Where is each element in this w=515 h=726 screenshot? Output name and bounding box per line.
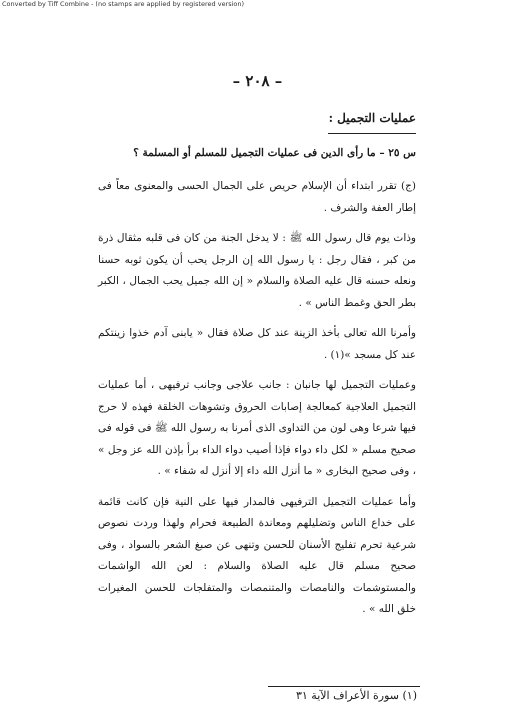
paragraph-cosmetic-surgery: وأما عمليات التجميل الترفيهى فالمدار فيها على النية فإن كانت قائمة على خداع الناس وتضليلهم ومعاندة الطبيعة فحرام ولهذا وردت نصوص شرعية تحرم تفليج الأسنان للحسن وتنهى عن صبغ الشعر بالسواد ، وفى صحيح مسلم قال عليه الصلاة والسلام : لعن الله الواشمات والمستوشمات والنامصات والمتنمصات والمتفلجات للحسن المغيرات خلق الله » . bbox=[98, 495, 416, 615]
section-heading: عمليات التجميل : bbox=[328, 111, 416, 125]
paragraph-adornment-verse: وأمرنا الله تعالى بأخذ الزينة عند كل صلاة فقال « يابنى آدم خذوا زينتكم عند كل مسجد »(١) . bbox=[98, 327, 416, 361]
heading-underline bbox=[328, 133, 416, 134]
footnote: (١) سورة الأعراف الآية ٣١ bbox=[295, 689, 417, 702]
page-number: – ٢٠٨ – bbox=[232, 72, 283, 90]
converter-watermark: Converted by Tiff Combine - (no stamps are applied by registered version) bbox=[2, 0, 245, 8]
paragraph-therapeutic-surgery: وعمليات التجميل لها جانبان : جانب علاجى وجانب ترفيهى ، أما عمليات التجميل العلاجية كمعالجة إصابات الحروق وتشوهات الخلقة فهذه لا حرج فيها شرعا وهى لون من التداوى الذى أمرنا به رسول الله ﷺ فى قوله فى صحيح مسلم « لكل داء دواء فإذا أصيب دواء الداء برأ بإذن الله عز وجل » ، وفى صحيح البخارى « ما أنزل الله داء إلا أنزل له شفاء » . bbox=[98, 379, 416, 477]
question: س ٢٥ – ما رأى الدين فى عمليات التجميل للمسلم أو المسلمة ؟ bbox=[133, 146, 416, 159]
footnote-separator bbox=[268, 686, 420, 687]
page-body bbox=[98, 108, 416, 630]
paragraph-hadith-beauty: وذات يوم قال رسول الله ﷺ : لا يدخل الجنة من كان فى قلبه مثقال ذرة من كبر ، فقال رجل : يا رسول الله إن الرجل يحب أن يكون ثوبه حسنا ونعله حسنه قال عليه الصلاة والسلام « إن الله جميل يحب الجمال ، الكبر بطر الحق وغمط الناس » . bbox=[98, 232, 416, 309]
paragraph-answer-intro: (ج) تقرر ابتداء أن الإسلام حريص على الجمال الحسى والمعنوى معاً فى إطار العفة والشرف . bbox=[98, 180, 416, 214]
